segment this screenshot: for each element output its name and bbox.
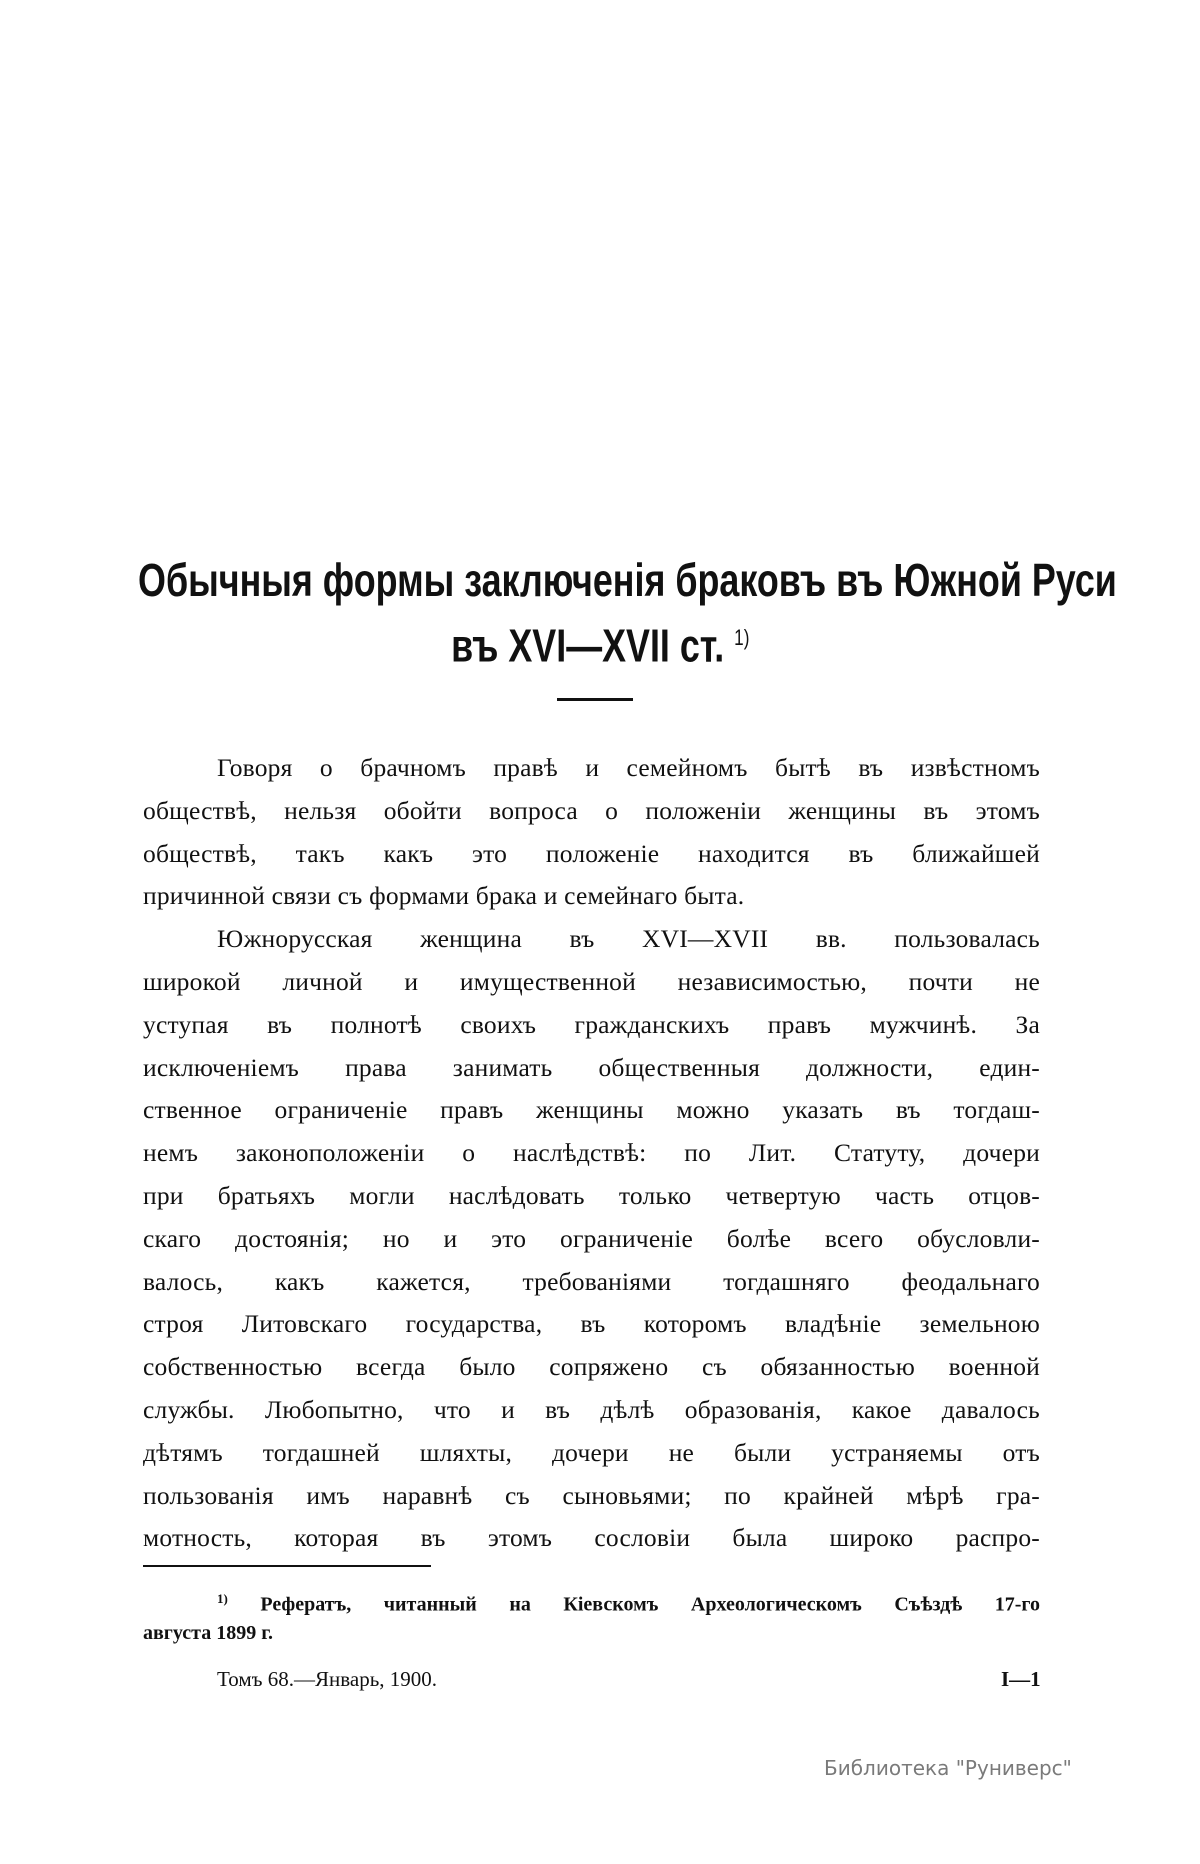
footnote-text-1: Рефератъ, читанный на Кіевскомъ Археологическомъ Съѣздѣ 17-го [260,1593,1040,1616]
text-line: валось, какъ кажется, требованіями тогдашняго феодальнаго [143,1266,1040,1296]
text-line: исключеніемъ права занимать общественныя должности, един- [143,1052,1040,1082]
footnote-mark: 1) [217,1591,228,1606]
library-watermark: Библиотека "Руниверс" [824,1756,1072,1780]
text-line: строя Литовскаго государства, въ которомъ владѣніе земельною [143,1309,1040,1339]
text-line: скаго достоянія; но и это ограниченіе болѣе всего обусловли- [143,1223,1040,1253]
title-line2-text: въ XVI—XVII ст. [450,619,724,672]
footnote-line-1 [217,1586,1040,1618]
text-line: собственностью всегда было сопряжено съ обязанностью военной [143,1352,1040,1382]
article-title-line-2 [0,610,1200,673]
footnote-line-2: августа 1899 г. [143,1622,274,1644]
text-line: причинной связи съ формами брака и семейнаго быта. [143,881,745,911]
title-text-2 [451,610,749,673]
article-title-line-1 [0,552,1200,608]
text-line: службы. Любопытно, что и въ дѣлѣ образованія, какое давалось [143,1395,1040,1424]
footer-issue: Томъ 68.—Январь, 1900. [217,1667,438,1691]
title-divider [557,698,633,701]
title-footnote-mark: 1) [733,625,750,650]
text-line: Говоря о брачномъ правѣ и семейномъ бытѣ въ извѣстномъ [217,753,1040,782]
text-line: обществѣ, нельзя обойти вопроса о положеніи женщины въ этомъ [143,795,1040,825]
text-line: дѣтямъ тогдашней шляхты, дочери не были устраняемы отъ [143,1437,1040,1467]
text-line: уступая въ полнотѣ своихъ гражданскихъ правъ мужчинѣ. За [143,1009,1040,1039]
text-line: мотность, которая въ этомъ сословіи была широко распро- [143,1523,1040,1553]
text-line: ственное ограниченіе правъ женщины можно указать въ тогдаш- [143,1095,1040,1125]
footnote-divider [143,1565,431,1567]
footer-signature: I—1 [1001,1667,1041,1691]
text-line: пользованія имъ наравнѣ съ сыновьями; по крайней мѣрѣ гра- [143,1480,1040,1510]
title-text-1: Обычныя формы заключенія браковъ въ Южной Руси [138,554,1117,606]
text-line: при братьяхъ могли наслѣдовать только четвертую часть отцов- [143,1181,1040,1210]
text-line: обществѣ, такъ какъ это положеніе находится въ ближайшей [143,838,1040,868]
text-line: широкой личной и имущественной независимостью, почти не [143,967,1040,996]
text-line: Южнорусская женщина въ XVI—XVII вв. пользовалась [217,924,1040,954]
text-line: немъ законоположеніи о наслѣдствѣ: по Лит. Статуту, дочери [143,1138,1040,1168]
